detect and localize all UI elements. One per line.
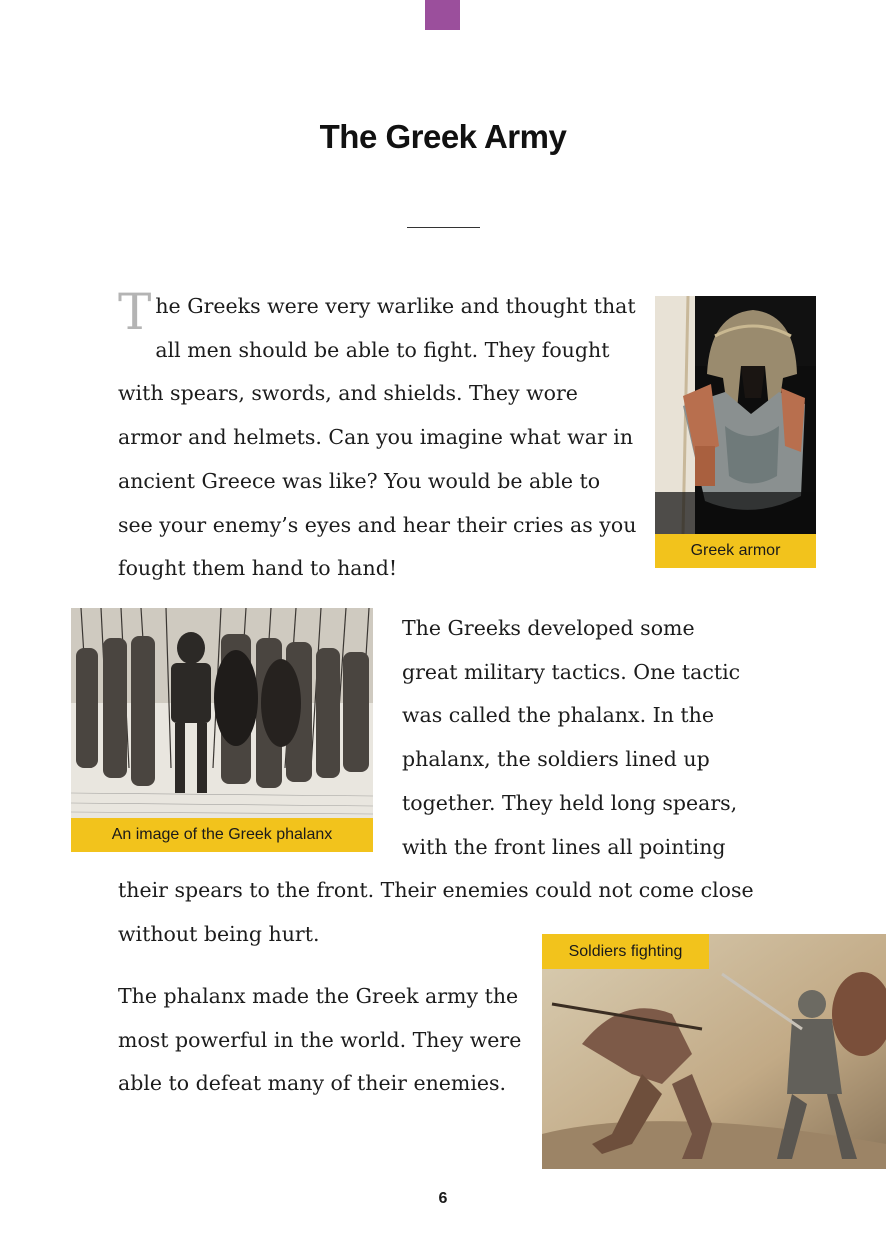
paragraph-1 [118, 285, 638, 591]
page-title: The Greek Army [319, 118, 567, 155]
title-divider [407, 227, 480, 228]
paragraph-2-side: The Greeks developed some great military tactics. One tactic was called the phalanx. In the phalanx, the soldiers lined up together. They held long spears, with the front lines all pointing [402, 616, 741, 859]
greek-armor-photo [655, 296, 816, 534]
soldiers-fighting-caption: Soldiers fighting [542, 934, 709, 969]
soldiers-fighting-painting [542, 934, 886, 1169]
paragraph-3: The phalanx made the Greek army the most powerful in the world. They were able to defeat many of their enemies. [118, 984, 522, 1096]
chapter-tab [425, 0, 460, 30]
phalanx-caption: An image of the Greek phalanx [71, 818, 373, 852]
drop-cap: T [118, 283, 152, 341]
phalanx-engraving [71, 608, 373, 818]
page-number: 6 [438, 1190, 448, 1207]
greek-armor-caption: Greek armor [655, 534, 816, 568]
paragraph-2-continued: their spears to the front. Their enemies could not come close without being hurt. [118, 878, 754, 946]
paragraph-1-text: he Greeks were very warlike and thought that all men should be able to fight. They fought with spears, swords, and shields. They wore armor and helmets. Can you imagine what war in ancient Greece was like? You would be able to see your enemy’s eyes and hear their cries as you fought them hand to hand! [118, 294, 637, 581]
